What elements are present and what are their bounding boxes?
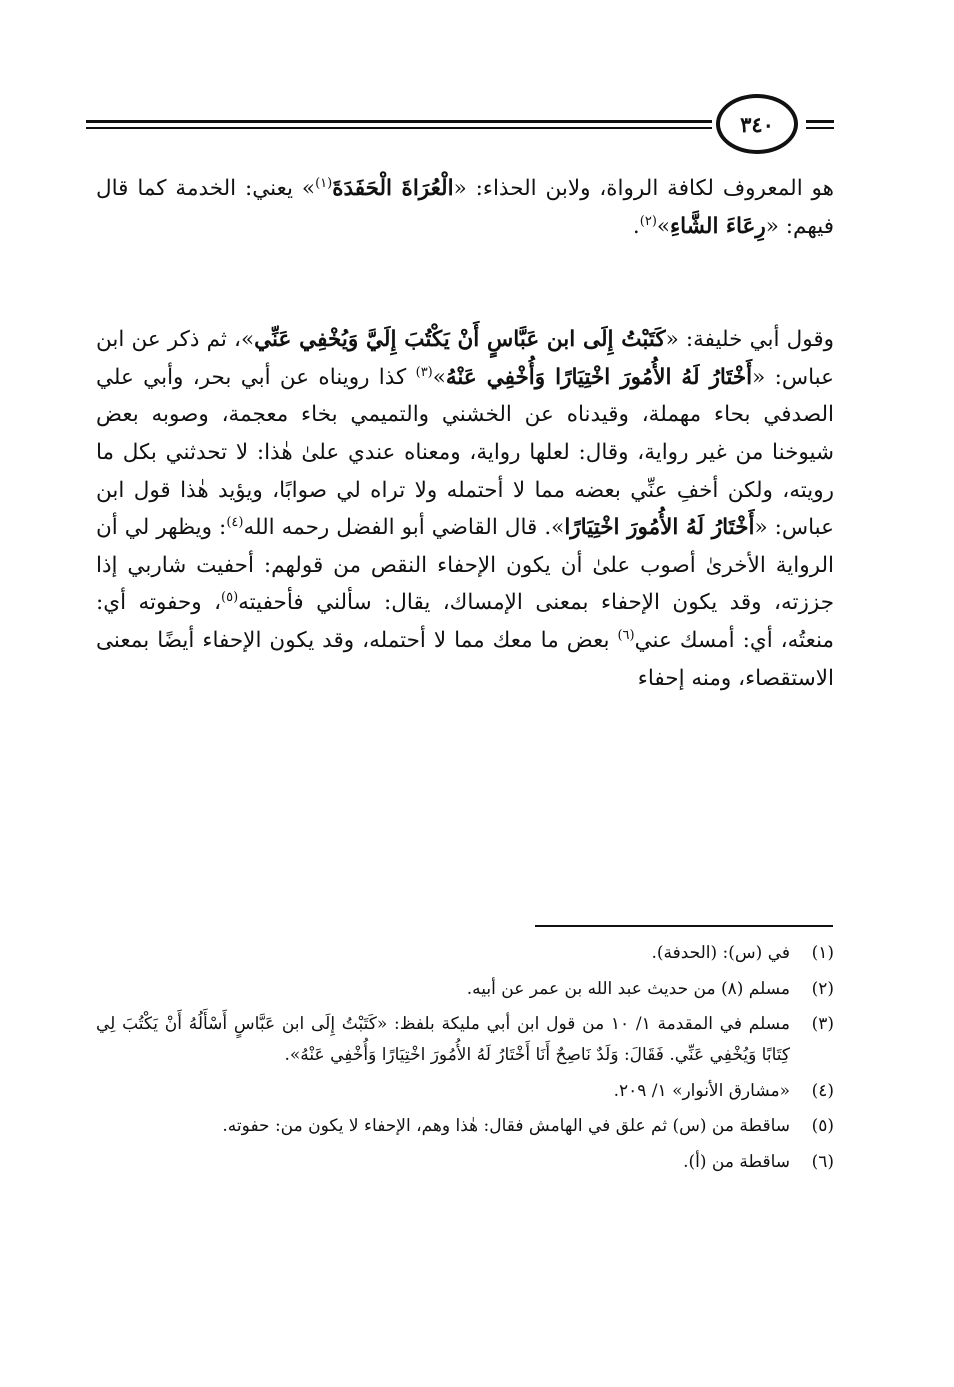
header-rule-right-thin (806, 127, 834, 129)
footnote-marker: (٢) (639, 213, 657, 229)
footnote-number: (٢) (811, 978, 834, 999)
footnote-text: مسلم في المقدمة ١/ ١٠ من قول ابن أبي مليكة بلفظ: «كَتَبْتُ إِلَى ابن عَبَّاسٍ أَسْأَلُهُ أَنْ يَكْتُبَ لِي كِتَابًا وَيُخْفِي عَنِّي. فَقَالَ: وَلَدٌ نَاصِحٌ أَنَا أَخْتَارُ لَهُ الأُمُورَ اخْتِيَارًا وَأُخْفِي عَنْهُ». (96, 1014, 790, 1065)
paragraph-1 (96, 170, 834, 245)
page-number: ٣٤٠ (716, 94, 798, 154)
page-header (86, 92, 834, 162)
text-run: وقول أبي خليفة: « (665, 327, 834, 353)
text-run: كذا رويناه عن أبي بحر، وأبي علي الصدفي بحاء مهملة، وقيدناه عن الخشني والتميمي بخاء معجمة، وصوبه بعض شيوخنا من غير رواية، وقال: لعلها رواية، ومعناه عندي علىٰ هٰذا: لا تحدثني بكل ما رويته، ولكن أخفِ عنِّي بعضه مما لا أحتمله ولا تراه لي صوابًا، ويؤيد هٰذا قول ابن عباس: « (96, 364, 834, 541)
footnote-separator (535, 925, 833, 927)
header-rule (86, 120, 712, 123)
footnote-marker: (٥) (221, 590, 239, 606)
quoted-phrase: أَخْتَارُ لَهُ الأُمُورَ اخْتِيَارًا وَأُخْفِي عَنْهُ (445, 364, 753, 390)
footnote-text: ساقطة من (أ). (683, 1151, 790, 1172)
footnote-number: (٤) (811, 1080, 834, 1101)
text-run: ». قال القاضي أبو الفضل رحمه الله (243, 515, 565, 541)
main-text (96, 170, 834, 697)
header-rule-thin (86, 127, 712, 129)
footnote (96, 974, 834, 1005)
footnote-marker: (٣) (415, 364, 433, 380)
text-run: : ويظهر لي أن الرواية الأخرىٰ أصوب علىٰ أن يكون الإحفاء النقص من قولهم: أحفيت شاربي إذا جززته، وقد يكون الإحفاء بمعنى الإمساك، يقال: سألني فأحفيته (96, 515, 834, 616)
footnote-marker: (٦) (617, 627, 635, 643)
footnote-text: مسلم (٨) من حديث عبد الله بن عمر عن أبيه. (466, 978, 790, 999)
footnote-number: (١) (811, 943, 834, 963)
footnote-number: (٣) (811, 1014, 834, 1034)
text-run: » يعني: الخدمة كما قال فيهم: « (96, 176, 834, 239)
text-run: ، وحفوته أي: منعتُه، أي: أمسك عني (96, 590, 835, 653)
footnote-marker: (٤) (226, 515, 244, 530)
text-run: . (632, 213, 640, 239)
footnote (96, 1009, 834, 1071)
header-rule-right (806, 120, 834, 123)
text-run: »، ثم ذكر عن ابن عباس: « (96, 327, 834, 390)
footnote-text: ساقطة من (س) ثم علق في الهامش فقال: هٰذا وهم، الإحفاء لا يكون من: حفوته. (222, 1116, 790, 1136)
footnote-marker: (١) (315, 175, 333, 191)
text-run: » (432, 364, 446, 390)
footnote (96, 1111, 834, 1142)
footnote-text: «مشارق الأنوار» ١/ ٢٠٩. (613, 1080, 790, 1101)
footnotes (96, 938, 834, 1182)
footnote (96, 938, 834, 969)
text-run: بعض ما معك مما لا أحتمله، وقد يكون الإحفاء أيضًا بمعنى الاستقصاء، ومنه إحفاء (96, 627, 834, 691)
text-run: هو المعروف لكافة الرواة، ولابن الحذاء: « (453, 176, 834, 201)
text-run: » (656, 213, 671, 239)
footnote (96, 1076, 834, 1107)
quoted-phrase: رِعَاءَ الشَّاءِ (670, 213, 766, 239)
quoted-phrase: الْعُرَاةَ الْحَفَدَةَ (332, 176, 454, 201)
quoted-phrase: كَتَبْتُ إِلَى ابن عَبَّاسٍ أَنْ يَكْتُبَ إِلَيَّ وَيُخْفِي عَنِّي (254, 327, 666, 353)
footnote-number: (٦) (811, 1151, 834, 1172)
quoted-phrase: أَخْتَارُ لَهُ الأُمُورَ اخْتِيَارًا (564, 515, 755, 541)
paragraph-2 (96, 321, 834, 697)
footnote-text: في (س): (الحدفة). (651, 943, 790, 963)
footnote-number: (٥) (811, 1116, 834, 1136)
footnote (96, 1147, 834, 1178)
